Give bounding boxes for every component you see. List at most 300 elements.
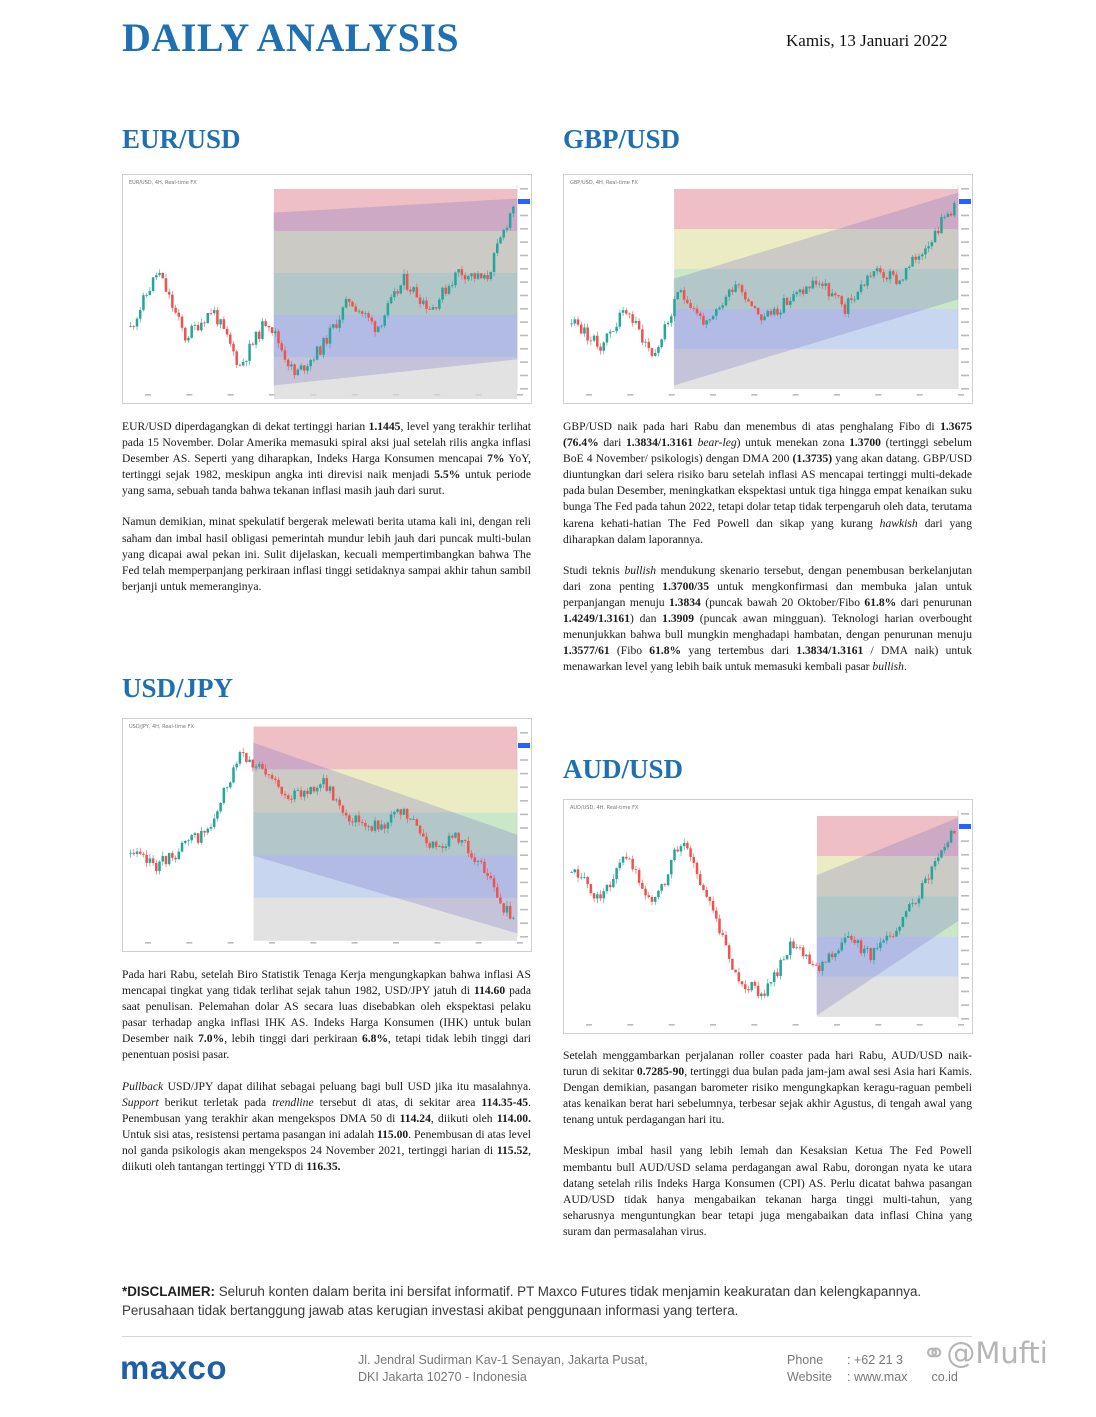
candle-body xyxy=(239,365,242,366)
candle-body xyxy=(416,819,419,826)
time-tick xyxy=(958,1024,964,1026)
candle-body xyxy=(361,311,364,313)
candle-body xyxy=(441,288,444,300)
candle-body xyxy=(335,324,338,328)
candle-body xyxy=(403,274,406,285)
candle-body xyxy=(409,290,412,292)
price-tick xyxy=(961,936,969,938)
candle-body xyxy=(795,947,798,948)
candle-body xyxy=(396,291,399,293)
candle-body xyxy=(506,906,509,913)
price-tick xyxy=(520,241,528,243)
candle-body xyxy=(651,348,654,356)
candle-body xyxy=(853,300,856,301)
candle-body xyxy=(425,301,428,309)
candle-body xyxy=(693,857,696,863)
candle-body xyxy=(203,831,206,833)
candle-body xyxy=(258,332,261,339)
candle-body xyxy=(574,319,577,323)
candle-body xyxy=(812,281,815,289)
candle-body xyxy=(441,846,444,848)
candle-body xyxy=(313,360,316,361)
candle-body xyxy=(287,360,290,367)
candle-body xyxy=(808,287,811,289)
price-tick xyxy=(961,388,969,390)
time-tick xyxy=(875,1024,881,1026)
gbpusd-text xyxy=(563,419,972,690)
candle-body xyxy=(718,919,721,934)
candle-body xyxy=(184,328,187,341)
candle-body xyxy=(934,861,937,866)
candle-body xyxy=(590,884,593,893)
price-tick xyxy=(520,321,528,323)
candle-body xyxy=(866,276,869,286)
candle-body xyxy=(596,336,599,347)
candle-body xyxy=(377,326,380,332)
candle-body xyxy=(593,336,596,341)
candle-body xyxy=(348,299,351,302)
price-tick xyxy=(961,308,969,310)
candle-body xyxy=(232,767,235,782)
price-tick xyxy=(520,348,528,350)
time-tick xyxy=(917,1024,923,1026)
candle-body xyxy=(921,883,924,898)
candle-body xyxy=(841,296,844,304)
candle-body xyxy=(509,906,512,919)
price-tick xyxy=(520,895,528,897)
candle-body xyxy=(834,953,837,957)
price-tick xyxy=(520,854,528,856)
candle-body xyxy=(387,303,390,315)
candle-body xyxy=(219,803,222,811)
candle-body xyxy=(586,327,589,340)
candle-body xyxy=(467,841,470,853)
candle-body xyxy=(757,986,760,996)
candle-body xyxy=(651,897,654,902)
candle-body xyxy=(380,326,383,327)
candle-body xyxy=(625,857,628,859)
candle-body xyxy=(268,326,271,327)
candle-body xyxy=(886,278,889,280)
candle-body xyxy=(139,310,142,319)
audusd-title: AUD/USD xyxy=(563,754,684,784)
candle-body xyxy=(358,311,361,312)
candle-body xyxy=(619,863,622,869)
candle-body xyxy=(200,831,203,843)
candle-body xyxy=(419,826,422,834)
candle-body xyxy=(245,753,248,762)
candle-body xyxy=(802,947,805,956)
time-tick xyxy=(186,942,192,944)
time-tick xyxy=(669,394,675,396)
candle-body xyxy=(512,918,515,919)
watermark xyxy=(922,1336,1048,1370)
candle-body xyxy=(400,285,403,293)
candle-body xyxy=(943,217,946,218)
candle-body xyxy=(149,858,152,862)
candle-body xyxy=(824,283,827,286)
candle-body xyxy=(158,273,161,275)
last-price-marker xyxy=(518,199,530,204)
candle-body xyxy=(390,297,393,303)
candle-body xyxy=(139,852,142,854)
candle-body xyxy=(448,836,451,847)
candle-body xyxy=(184,841,187,843)
usdjpy-paragraph-1: Pada hari Rabu, setelah Biro Statistik Tenaga Kerja mengungkapkan bahwa inflasi AS mencapai tingkat yang tidak terlihat sejak tahun 1982, USD/JPY jatuh di 114.60 pada saat penulisan. Pelemahan dolar AS secara luas disebabkan oleh ekspektasi pelaku pasar terhadap angka inflasi IHK AS. Indeks Harga Konsumen (IHK) untuk bulan Desember naik 7.0%, lebih tinggi dari perkiraan 6.8%, tetapi tidak lebih tinggi dari penentuan posisi pasar. xyxy=(122,968,532,1062)
time-tick xyxy=(228,942,234,944)
candle-body xyxy=(342,307,345,319)
candle-body xyxy=(712,316,715,320)
price-tick xyxy=(961,881,969,883)
candle-body xyxy=(274,779,277,780)
candle-body xyxy=(284,794,287,795)
candle-body xyxy=(300,790,303,796)
candle-body xyxy=(783,298,786,313)
price-tick xyxy=(961,241,969,243)
candle-body xyxy=(657,347,660,353)
candle-body xyxy=(889,936,892,937)
candle-body xyxy=(445,846,448,848)
price-tick xyxy=(520,335,528,337)
time-tick xyxy=(834,394,840,396)
disclaimer xyxy=(122,1282,982,1320)
candle-body xyxy=(744,292,747,299)
candle-body xyxy=(255,332,258,345)
gbpusd-paragraph-2: Studi teknis bullish mendukung skenario tersebut, dengan penembusan berkelanjutan dari zona penting 1.3700/35 untuk mengkonfirmasi dan membuka jalan untuk perpanjangan menuju 1.3834 (puncak bawah 20 Oktober/Fibo 61.8% dari penurunan 1.4249/1.3161) dan 1.3909 (puncak awan mingguan). Teknologi harian overbought menunjukkan bahwa bull mungkin menghadapi hambatan, dengan penurunan menuju 1.3577/61 (Fibo 61.8% yang tertembus dari 1.3834/1.3161 / DMA naik) untuk menawarkan level yang lebih baik untuk memasuki kembali pasar bullish. xyxy=(563,563,973,674)
candle-body xyxy=(670,860,673,875)
time-tick xyxy=(586,1024,592,1026)
candle-body xyxy=(223,319,226,329)
candle-body xyxy=(599,347,602,351)
candle-body xyxy=(284,350,287,360)
candle-body xyxy=(828,954,831,963)
candle-body xyxy=(824,962,827,963)
candle-body xyxy=(457,269,460,272)
time-tick xyxy=(917,394,923,396)
price-tick xyxy=(961,215,969,217)
candle-body xyxy=(502,230,505,238)
candle-body xyxy=(178,852,181,860)
price-tick xyxy=(520,215,528,217)
candle-body xyxy=(805,287,808,294)
last-price-marker xyxy=(959,199,971,204)
candle-body xyxy=(667,874,670,885)
candle-body xyxy=(660,884,663,891)
candle-body xyxy=(480,273,483,278)
candle-body xyxy=(625,310,628,313)
price-tick xyxy=(961,228,969,230)
candle-body xyxy=(512,207,515,214)
candle-body xyxy=(133,853,136,854)
price-tick xyxy=(961,854,969,856)
website-value-tail: co.id xyxy=(931,1370,958,1384)
candle-body xyxy=(380,824,383,829)
price-tick xyxy=(520,936,528,938)
candle-body xyxy=(686,300,689,303)
usdjpy-chart xyxy=(122,718,532,952)
chart-ticker: GBP/USD, 4H, Real-time FX xyxy=(570,180,638,186)
candle-body xyxy=(432,842,435,848)
candle-body xyxy=(750,982,753,990)
candle-body xyxy=(763,317,766,321)
time-tick xyxy=(186,394,192,396)
candle-body xyxy=(940,217,943,233)
candle-body xyxy=(705,890,708,897)
price-tick xyxy=(520,868,528,870)
candle-body xyxy=(895,275,898,284)
candle-body xyxy=(361,822,364,823)
candle-body xyxy=(683,843,686,846)
audusd-text xyxy=(563,1048,972,1255)
disclaimer-text: Seluruh konten dalam berita ini bersifat informatif. PT Maxco Futures tidak menjamin keakuratan dan kelengkapannya. Perusahaan tidak bertanggung jawab atas kerugian investasi akibat penggunaan informasi yang tertera. xyxy=(122,1284,922,1318)
candle-body xyxy=(248,760,251,762)
candle-body xyxy=(470,273,473,276)
candle-body xyxy=(216,811,219,818)
eurusd-chart xyxy=(122,174,532,404)
candle-body xyxy=(448,286,451,294)
candle-body xyxy=(815,965,818,966)
candle-body xyxy=(734,970,737,973)
candle-body xyxy=(252,344,255,345)
price-tick xyxy=(961,950,969,952)
candle-body xyxy=(869,948,872,960)
gbpusd-chart-svg xyxy=(564,175,972,403)
candle-body xyxy=(676,292,679,299)
candle-body xyxy=(792,294,795,301)
candle-body xyxy=(779,960,782,976)
time-tick xyxy=(627,394,633,396)
candle-body xyxy=(927,246,930,248)
candle-body xyxy=(464,275,467,279)
candle-body xyxy=(351,302,354,307)
price-tick xyxy=(520,732,528,734)
price-tick xyxy=(961,963,969,965)
time-tick xyxy=(228,394,234,396)
candle-body xyxy=(499,898,502,904)
candle-body xyxy=(857,292,860,300)
candle-body xyxy=(869,276,872,277)
candle-body xyxy=(464,840,467,841)
candle-body xyxy=(486,275,489,279)
candle-body xyxy=(628,314,631,315)
price-tick xyxy=(961,375,969,377)
candle-body xyxy=(593,893,596,898)
candle-body xyxy=(654,353,657,356)
candle-body xyxy=(760,314,763,320)
price-tick xyxy=(961,1018,969,1020)
time-tick xyxy=(793,394,799,396)
candle-body xyxy=(808,955,811,964)
watermark-text: @Mufti xyxy=(946,1336,1048,1370)
price-tick xyxy=(961,188,969,190)
candle-body xyxy=(200,323,203,331)
candle-body xyxy=(744,984,747,989)
disclaimer-label: *DISCLAIMER: xyxy=(122,1284,215,1299)
candle-body xyxy=(277,780,280,787)
candle-body xyxy=(280,787,283,794)
candle-body xyxy=(619,313,622,327)
candle-body xyxy=(924,879,927,883)
candle-body xyxy=(428,843,431,847)
candle-body xyxy=(577,869,580,877)
candle-body xyxy=(911,257,914,267)
candle-body xyxy=(680,290,683,292)
candle-body xyxy=(235,764,238,768)
price-tick xyxy=(961,895,969,897)
candle-body xyxy=(332,324,335,327)
price-tick xyxy=(520,228,528,230)
time-tick xyxy=(586,394,592,396)
candle-body xyxy=(943,847,946,850)
price-tick xyxy=(961,868,969,870)
candle-body xyxy=(927,879,930,880)
candle-body xyxy=(931,867,934,880)
candle-body xyxy=(947,214,950,217)
candle-body xyxy=(280,343,283,350)
candle-body xyxy=(496,887,499,897)
candle-body xyxy=(493,253,496,272)
candle-body xyxy=(223,788,226,803)
candle-body xyxy=(628,859,631,860)
candle-body xyxy=(921,254,924,256)
candle-body xyxy=(831,954,834,957)
candle-body xyxy=(728,290,731,297)
time-tick xyxy=(834,1024,840,1026)
candle-body xyxy=(908,904,911,911)
price-tick xyxy=(961,840,969,842)
candle-body xyxy=(776,972,779,976)
candle-body xyxy=(953,203,956,215)
candle-body xyxy=(602,891,605,898)
candle-body xyxy=(313,787,316,791)
candle-body xyxy=(721,305,724,307)
candle-body xyxy=(435,307,438,309)
candle-body xyxy=(374,821,377,831)
candle-body xyxy=(467,276,470,279)
candle-body xyxy=(342,806,345,813)
candle-body xyxy=(309,787,312,794)
candle-body xyxy=(419,298,422,304)
candle-body xyxy=(194,325,197,326)
candle-body xyxy=(171,295,174,308)
candle-body xyxy=(174,308,177,313)
price-tick xyxy=(961,909,969,911)
candle-body xyxy=(599,894,602,898)
candle-body xyxy=(297,370,300,376)
candle-body xyxy=(696,309,699,314)
candle-body xyxy=(792,941,795,948)
candle-body xyxy=(367,313,370,317)
candle-body xyxy=(261,321,264,339)
candle-body xyxy=(767,983,770,995)
time-tick xyxy=(517,394,523,396)
candle-body xyxy=(914,903,917,904)
candle-body xyxy=(673,850,676,860)
candle-body xyxy=(364,313,367,314)
candle-body xyxy=(161,273,164,278)
candle-body xyxy=(754,306,757,308)
price-tick xyxy=(520,841,528,843)
candle-body xyxy=(664,324,667,339)
time-tick xyxy=(517,942,523,944)
time-tick xyxy=(476,942,482,944)
candle-body xyxy=(725,297,728,306)
candle-body xyxy=(934,231,937,242)
price-tick xyxy=(961,1004,969,1006)
candle-body xyxy=(583,327,586,333)
candle-body xyxy=(348,815,351,821)
candle-body xyxy=(818,284,821,285)
candle-body xyxy=(396,809,399,812)
candle-body xyxy=(789,301,792,305)
candle-body xyxy=(210,827,213,829)
candle-body xyxy=(812,964,815,965)
time-tick xyxy=(434,942,440,944)
candle-body xyxy=(245,361,248,362)
candle-body xyxy=(638,321,641,329)
candle-body xyxy=(290,364,293,366)
chart-ticker: USD/JPY, 4H, Real-time FX xyxy=(129,724,194,730)
candle-body xyxy=(142,854,145,855)
candle-body xyxy=(483,862,486,873)
candle-body xyxy=(760,994,763,997)
candle-body xyxy=(689,303,692,308)
candle-body xyxy=(937,231,940,233)
candle-body xyxy=(490,876,493,878)
footer-divider xyxy=(122,1336,972,1337)
candle-body xyxy=(908,267,911,268)
candle-body xyxy=(319,346,322,354)
candle-body xyxy=(412,819,415,820)
website-value[interactable]: : www.max xyxy=(847,1370,908,1384)
gbpusd-chart xyxy=(563,174,973,404)
candle-body xyxy=(670,316,673,323)
candle-body xyxy=(750,301,753,306)
audusd-chart xyxy=(563,799,973,1034)
candle-body xyxy=(297,790,300,791)
price-tick xyxy=(961,813,969,815)
candle-body xyxy=(905,268,908,280)
candle-body xyxy=(741,285,744,292)
candle-body xyxy=(264,321,267,326)
candle-body xyxy=(187,840,190,841)
candle-body xyxy=(274,331,277,333)
candle-body xyxy=(412,287,415,291)
candle-body xyxy=(940,850,943,857)
candle-body xyxy=(461,269,464,275)
candle-body xyxy=(451,285,454,286)
candle-body xyxy=(226,787,229,788)
candle-body xyxy=(390,814,393,822)
candle-body xyxy=(358,815,361,822)
price-tick xyxy=(520,255,528,257)
candle-body xyxy=(789,941,792,955)
candle-body xyxy=(416,287,419,297)
candle-body xyxy=(715,309,718,315)
candle-body xyxy=(425,837,428,844)
candle-body xyxy=(882,272,885,278)
candle-body xyxy=(947,843,950,848)
candle-body xyxy=(699,874,702,885)
gbpusd-title: GBP/USD xyxy=(563,124,681,154)
candle-body xyxy=(676,850,679,852)
candle-body xyxy=(799,947,802,948)
price-tick xyxy=(520,786,528,788)
candle-body xyxy=(142,295,145,310)
price-tick xyxy=(961,268,969,270)
candle-body xyxy=(242,752,245,753)
candle-body xyxy=(438,846,441,847)
